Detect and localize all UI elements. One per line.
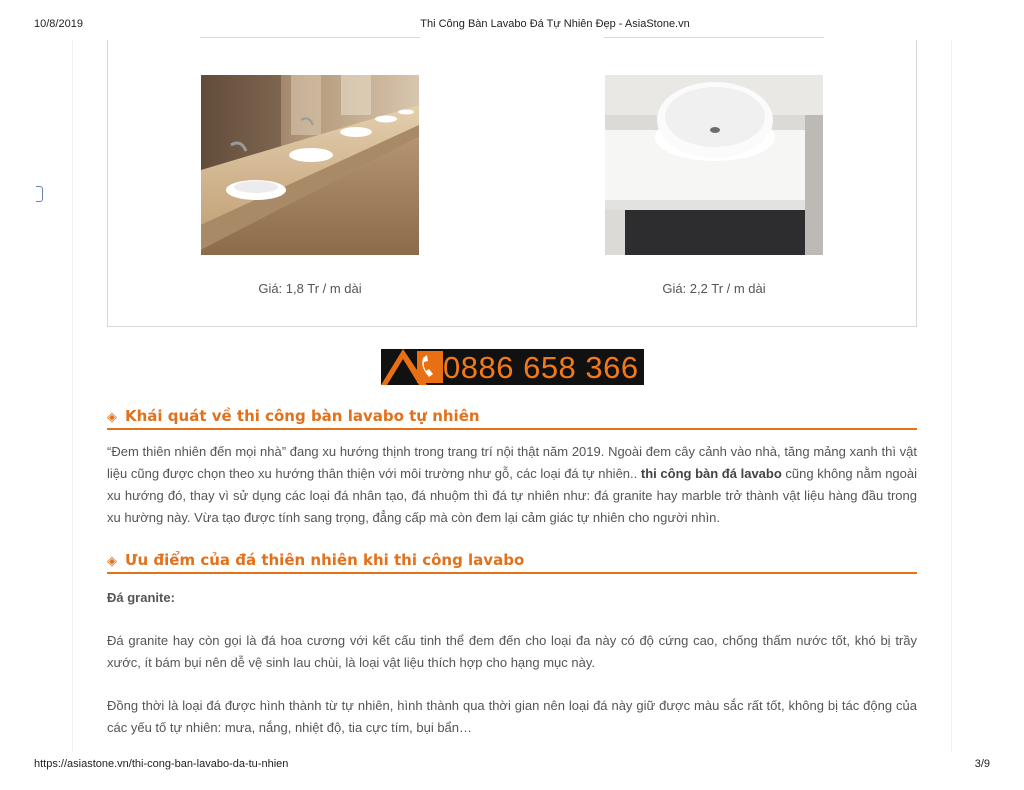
divider bbox=[604, 37, 824, 38]
print-date: 10/8/2019 bbox=[34, 18, 83, 30]
product-price: Giá: 1,8 Tr / m dài bbox=[258, 281, 362, 296]
section-heading-text: Khái quát về thi công bàn lavabo tự nhiên bbox=[125, 407, 480, 425]
section-paragraph: Đá granite hay còn gọi là đá hoa cương với kết cấu tinh thể đem đến cho loại đa này có độ cứng cao, chống thấm nước tốt, khó bị trầy xước, ít bám bụi nên dễ vệ sinh lau chùi, là loại vật liệu thích hợp cho hạng mục này. bbox=[107, 633, 917, 670]
section-paragraph: Đồng thời là loại đá được hình thành từ tự nhiên, hình thành qua thời gian nên loại đá này giữ được màu sắc rất tốt, không bị tác động của các yếu tố tự nhiên: mưa, nắng, nhiệt độ, tia cực tím, bụi bẩn… bbox=[107, 698, 917, 735]
print-url[interactable]: https://asiastone.vn/thi-cong-ban-lavabo-da-tu-nhien bbox=[34, 758, 289, 770]
page-edge bbox=[951, 40, 952, 752]
section-heading-text: Ưu điểm của đá thiên nhiên khi thi công lavabo bbox=[125, 551, 525, 569]
side-tab-icon[interactable] bbox=[36, 186, 43, 202]
print-title: Thi Công Bàn Lavabo Đá Tự Nhiên Đẹp - AsiaStone.vn bbox=[420, 18, 690, 30]
subheading: Đá granite: bbox=[107, 590, 175, 605]
phone-icon bbox=[381, 349, 443, 385]
print-page-number: 3/9 bbox=[974, 758, 990, 770]
paragraph-text: cũng không nằm ngoài xu hướng đó, thay vì sử dụng các loại đá nhân tạo, đá nhuộm thì đá tự nhiên như: đá granite hay marble trở thành vật liệu hàng đầu trong xu hường này. Vừa tạo được tính sang trọng, đẳng cấp mà còn đem lại cảm giác tự nhiên cho người nhìn. bbox=[107, 466, 918, 525]
hotline-number: 0886 658 366 bbox=[443, 350, 639, 385]
paragraph-text: “Đem thiên nhiên đến mọi nhà” đang xu hướng thịnh trong trang trí nội thật năm 2019. Ngoài đem cây cảnh vào nhà, tăng mảng xanh thì vật liệu cũng được chọn theo xu hướng thân thiện với môi trường như gỗ, các loại đá tự nhiên.. bbox=[107, 444, 917, 481]
section-paragraph bbox=[107, 441, 917, 529]
product-image-restroom-sinks bbox=[201, 75, 419, 255]
keyword-link[interactable]: thi công bàn đá lavabo bbox=[640, 466, 782, 481]
hotline-banner[interactable] bbox=[381, 349, 644, 385]
product-price: Giá: 2,2 Tr / m dài bbox=[662, 281, 766, 296]
divider bbox=[200, 37, 420, 38]
diamond-bullet-icon: ◈ bbox=[107, 410, 117, 425]
section-heading bbox=[107, 407, 917, 430]
section-heading bbox=[107, 551, 917, 574]
page-edge bbox=[72, 40, 73, 752]
product-image-round-basin bbox=[605, 75, 823, 255]
diamond-bullet-icon: ◈ bbox=[107, 554, 117, 569]
